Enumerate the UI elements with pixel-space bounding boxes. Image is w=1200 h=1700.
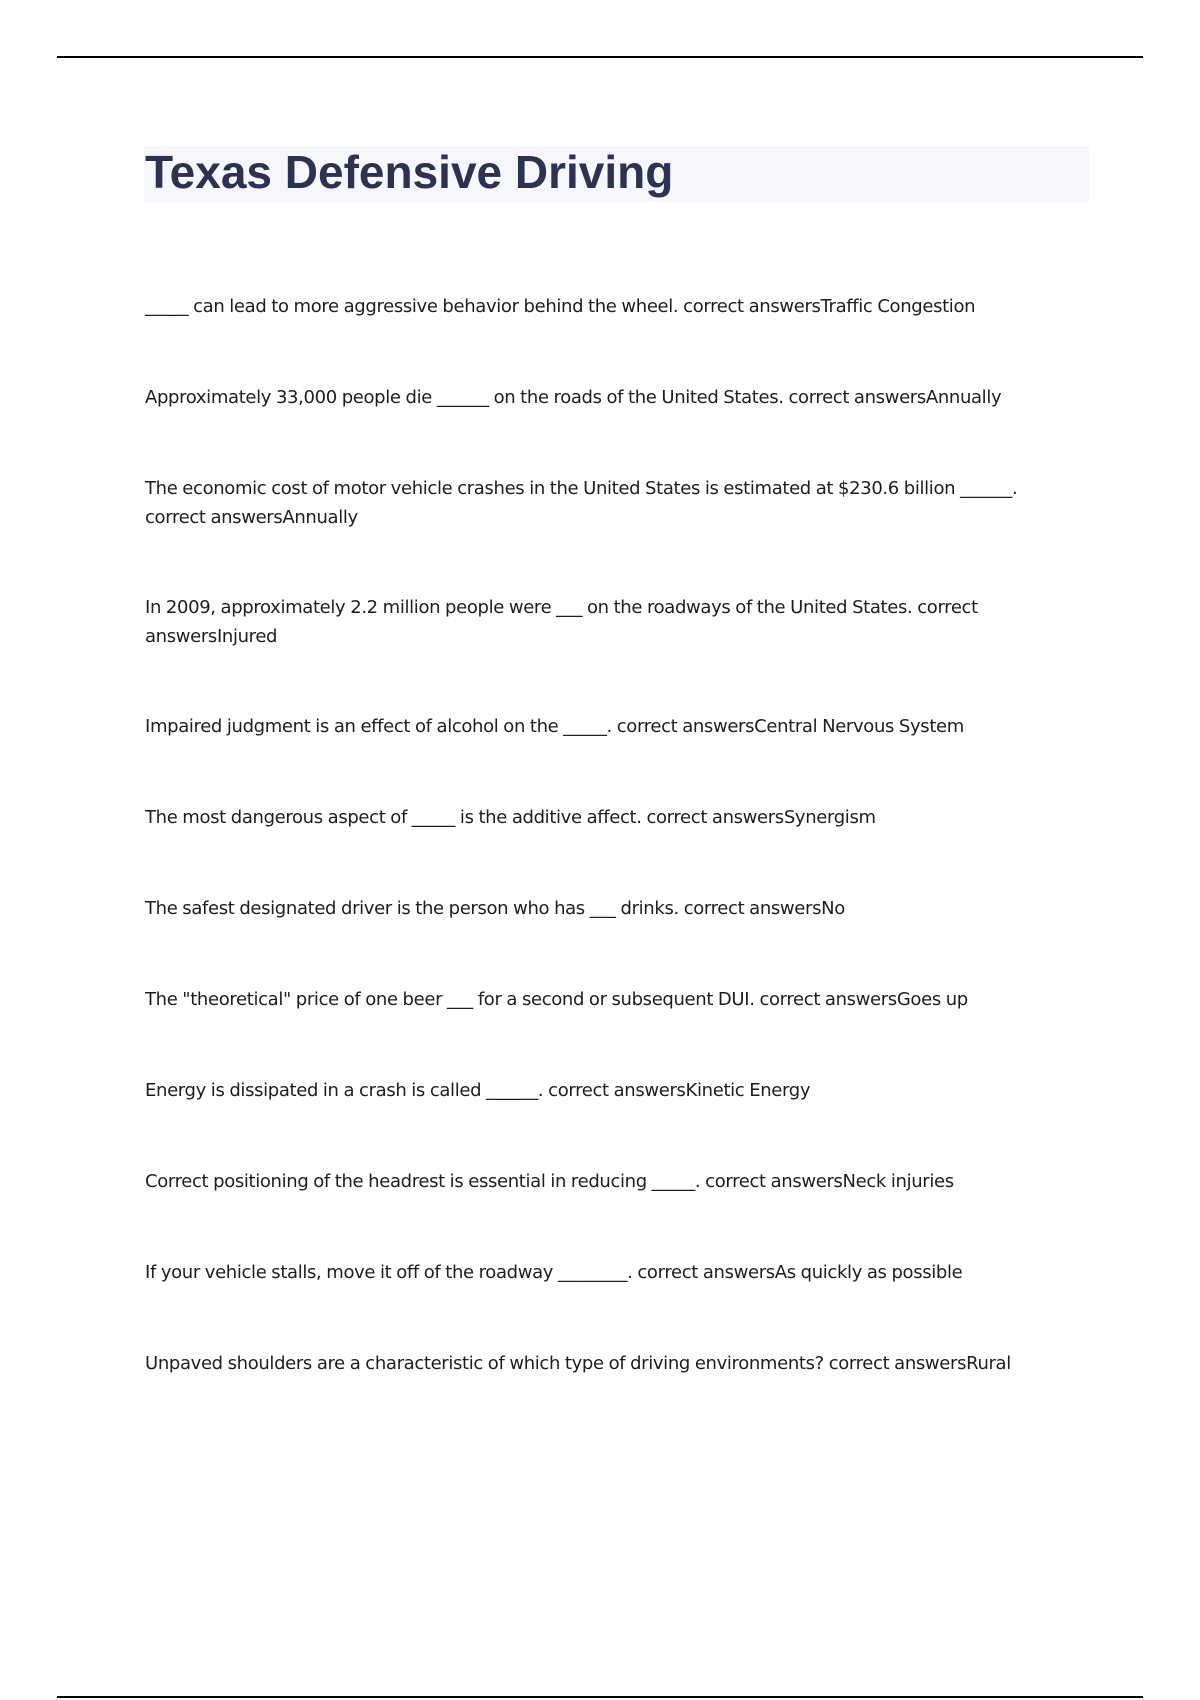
qa-item-11: If your vehicle stalls, move it off of the roadway ________. correct answersAs quickly as possible [145,1262,963,1283]
bottom-rule [57,1696,1143,1698]
qa-item-6: The most dangerous aspect of _____ is the additive affect. correct answersSynergism [145,807,876,828]
qa-item-2: Approximately 33,000 people die ______ on the roads of the United States. correct answersAnnually [145,387,1002,408]
top-rule [57,56,1143,58]
qa-item-1: _____ can lead to more aggressive behavior behind the wheel. correct answersTraffic Congestion [145,296,976,317]
qa-item-3: The economic cost of motor vehicle crashes in the United States is estimated at $230.6 billion ______. correct answersAnnually [145,478,1018,528]
qa-item-8: The "theoretical" price of one beer ___ for a second or subsequent DUI. correct answersGoes up [145,989,968,1010]
qa-item-12: Unpaved shoulders are a characteristic of which type of driving environments? correct answersRural [145,1353,1011,1374]
qa-item-7: The safest designated driver is the person who has ___ drinks. correct answersNo [145,898,845,919]
question-answer-list [145,292,1065,1440]
qa-item-10: Correct positioning of the headrest is essential in reducing _____. correct answersNeck injuries [145,1171,954,1192]
qa-item-5: Impaired judgment is an effect of alcohol on the _____. correct answersCentral Nervous System [145,716,964,737]
qa-item-9: Energy is dissipated in a crash is called ______. correct answersKinetic Energy [145,1080,811,1101]
qa-item-4: In 2009, approximately 2.2 million people were ___ on the roadways of the United States. correct answersInjured [145,597,978,647]
page-title: Texas Defensive Driving [145,146,674,198]
